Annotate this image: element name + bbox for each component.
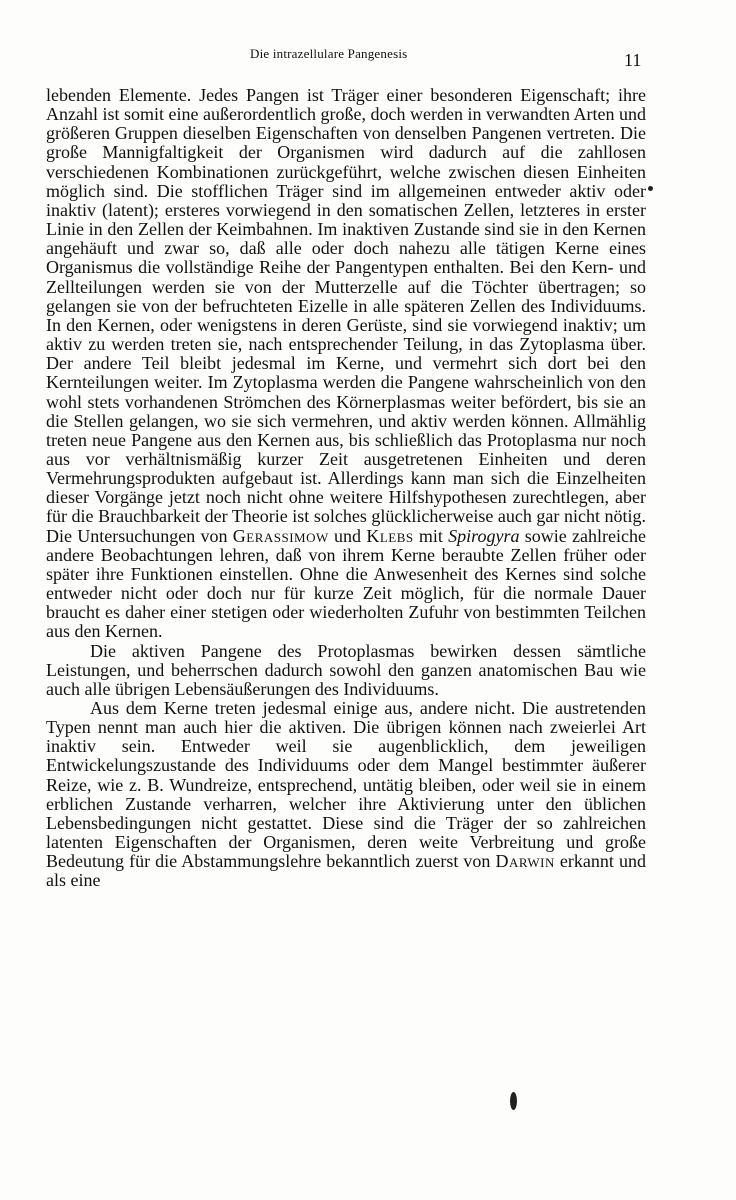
ink-speck (648, 186, 653, 191)
author-name: Klebs (366, 525, 414, 546)
body-text (46, 86, 646, 891)
running-title: Die intrazellulare Pangenesis (250, 46, 408, 61)
author-name: Darwin (495, 851, 555, 872)
text-run: Aus dem Kerne treten jedesmal einige aus, andere nicht. Die austretenden Typen nennt man auch hier die aktiven. Die übrigen können nach zweierlei Art inaktiv sein. Entweder weil sie augenblicklich, dem jeweiligen Entwickelungszustande des Individuums oder dem Mangel bestimmter äußerer Reize, wie z. B. Wundreize, entsprechend, untätig bleiben, oder weil sie in einem erblichen Zustande verharren, welcher ihre Aktivierung unter den üblichen Lebensbedingungen nicht gestattet. Diese sind die Träger der so zahlreichen latenten Eigenschaften der Organismen, deren weite Verbreitung und große Bedeutung für die Abstammungslehre bekanntlich zuerst von (46, 698, 646, 872)
text-run: Die aktiven Pangene des Protoplasmas bewirken dessen sämtliche Leistungen, und beherrschen dadurch sowohl den ganzen anatomischen Bau wie auch alle übrigen Lebensäußerungen des Individuums. (46, 640, 646, 699)
author-name: Gerassimow (232, 525, 329, 546)
text-run: sowie zahlreiche andere Beobachtungen lehren, daß von ihrem Kerne beraubte Zellen früher oder später ihre Funktionen einstellen. Ohne die Anwesenheit des Kernes sind solche entweder nicht oder doch nur für kurze Zeit möglich, für die normale Dauer braucht es daher einer stetigen oder wiederholten Zufuhr von bestimmten Teilchen aus den Kernen. (46, 525, 646, 642)
genus-name: Spirogyra (448, 525, 520, 546)
text-run: mit (413, 525, 449, 546)
paragraph (46, 642, 646, 699)
text-run: erkannt und als eine (46, 851, 646, 891)
page-number: 11 (624, 50, 642, 70)
paragraph (46, 86, 646, 642)
ink-spot (510, 1092, 517, 1110)
text-run: lebenden Elemente. Jedes Pangen ist Träger einer besonderen Eigenschaft; ihre Anzahl ist somit eine außerordentlich große, doch werden in verwandten Arten und größeren Gruppen dieselben Eigenschaften von denselben Pangenen vertreten. Die große Mannigfaltigkeit der Organismen wird dadurch auf die zahllosen verschiedenen Kombinationen zurückgeführt, welche zwischen diesen Einheiten möglich sind. Die stofflichen Träger sind im allgemeinen entweder aktiv oder inaktiv (latent); ersteres vorwiegend in den somatischen Zellen, letzteres in erster Linie in den Zellen der Keimbahnen. Im inaktiven Zustande sind sie in den Kernen angehäuft und zwar so, daß alle oder doch nahezu alle tätigen Kerne eines Organismus die vollständige Reihe der Pangentypen enthalten. Bei den Kern- und Zellteilungen werden sie von der Mutterzelle auf die Töchter übertragen; so gelangen sie von der befruchteten Eizelle in alle späteren Zellen des Individuums. In den Kernen, oder wenigstens in deren Gerüste, sind sie vorwiegend inaktiv; um aktiv zu werden treten sie, nach entsprechender Teilung, in das Zytoplasma über. Der andere Teil bleibt jedesmal im Kerne, und vermehrt sich dort bei den Kernteilungen weiter. Im Zytoplasma werden die Pangene wahrscheinlich von den wohl stets vorhandenen Strömchen des Körnerplasmas weiter befördert, bis sie an die Stellen gelangen, wo sie sich vermehren, und aktiv werden können. Allmählig treten neue Pangene aus den Kernen aus, bis schließlich das Protoplasma nur noch aus vor verhältnismäßig kurzer Zeit ausgetretenen Einheiten und deren Vermehrungsprodukten aufgebaut ist. Allerdings kann man sich die Einzelheiten dieser Vorgänge jetzt noch nicht ohne weitere Hilfshypothesen zurechtlegen, aber für die Brauchbarkeit der Theorie ist solches glücklicherweise auch gar nicht nötig. Die Untersuchungen von (46, 85, 646, 546)
paragraph (46, 699, 646, 891)
text-run: und (328, 525, 367, 546)
